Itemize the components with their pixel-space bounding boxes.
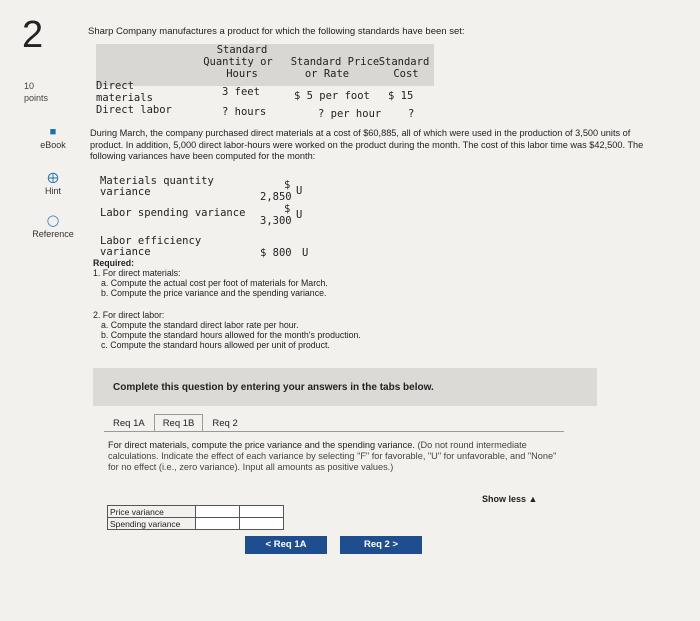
chevron-left-icon: < [265, 539, 272, 550]
chevron-right-icon: > [392, 539, 399, 550]
question-number: 2 [22, 14, 44, 56]
price-variance-effect-select[interactable] [240, 506, 284, 518]
reference-icon: ◯ [46, 215, 60, 227]
reference-link[interactable]: ◯ Reference [28, 214, 78, 239]
tab-bar [104, 414, 247, 432]
problem-paragraph: During March, the company purchased direct materials at a cost of $60,885, all of which were used in the production of 3,500 units of product. In addition, 5,000 direct labor-hours were worked on the product during the month. The cost of this labor time was $42,500. The following variances have been computed for the month: [90, 128, 644, 161]
header-cost-line2: Cost [393, 68, 419, 80]
tab-req-1a[interactable]: Req 1A [113, 418, 145, 429]
header-qty-line1: Standard [216, 44, 268, 56]
table-row [108, 518, 284, 530]
standards-table [96, 44, 434, 134]
intro-text: Sharp Company manufactures a product for which the following standards have been set: [88, 26, 465, 37]
header-qty-line2: Quantity or [203, 56, 273, 68]
header-cost-line1: Standard [378, 56, 430, 68]
header-price-line1: Standard Price [290, 56, 380, 68]
header-price-line2: or Rate [304, 68, 350, 80]
table-row: Direct labor ? hours ? per hour ? [96, 104, 415, 120]
triangle-up-icon: ▲ [528, 494, 538, 504]
table-row: Direct materials 3 feet $ 5 per foot $ 15 [96, 80, 414, 104]
price-variance-label: Price variance [108, 506, 196, 518]
price-variance-amount-input[interactable] [196, 506, 240, 518]
show-less-toggle[interactable]: Show less ▲ [482, 494, 538, 504]
spending-variance-label: Spending variance [108, 518, 196, 530]
points-label: 10 points [24, 81, 49, 103]
standards-header [96, 44, 434, 86]
spending-variance-effect-select[interactable] [240, 518, 284, 530]
header-qty-line3: Hours [226, 68, 258, 80]
book-icon: ■ [49, 126, 57, 138]
next-button[interactable]: Req 2 > [340, 536, 422, 554]
spending-variance-amount-input[interactable] [196, 518, 240, 530]
table-row [108, 506, 284, 518]
complete-prompt-box: Complete this question by entering your answers in the tabs below. [93, 368, 597, 406]
answer-table [107, 505, 284, 530]
tab-divider [104, 431, 564, 432]
required-section: Required: 1. For direct materials: a. Compute the actual cost per foot of materials for March. b. Compute the price variance and the spending variance. 2. For direct labor: a. Compute the standard direct labor rate per hour. b. Compute the standard hours allowed for the month's production. c. Compute the standard hours allowed per unit of product. [93, 258, 361, 350]
tab-req-2[interactable]: Req 2 [212, 418, 238, 429]
hint-icon: ⨁ [47, 172, 59, 184]
tab-req-1b[interactable]: Req 1B [154, 414, 204, 432]
hint-link[interactable]: ⨁ Hint [28, 171, 78, 196]
prev-button[interactable]: < Req 1A [245, 536, 327, 554]
instruction-text: For direct materials, compute the price variance and the spending variance. (Do not round intermediate calculations. Indicate the effect of each variance by selecting "F" for favorable, "U" for unfavorable, and "None" for no effect (i.e., zero variance). Input all amounts as positive values.) [108, 440, 557, 472]
ebook-link[interactable]: ■ eBook [28, 126, 78, 150]
